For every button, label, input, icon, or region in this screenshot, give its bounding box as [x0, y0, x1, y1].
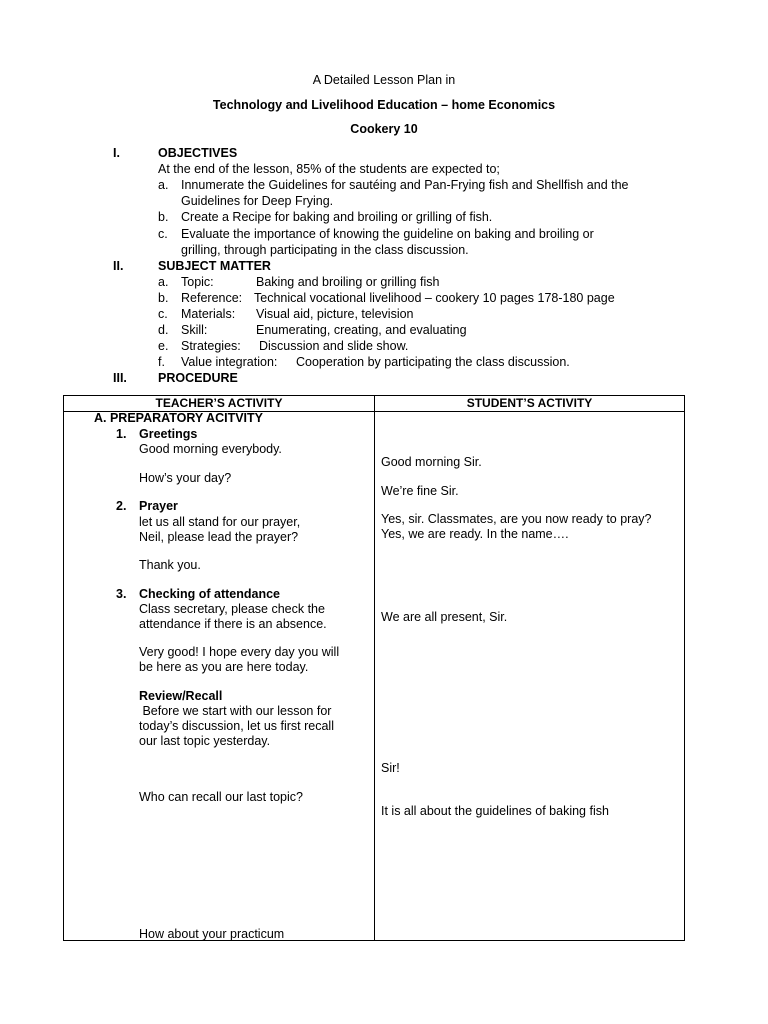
section-a-heading: A. PREPARATORY ACITVITY [94, 411, 264, 425]
student-recall-reply: It is all about the guidelines of baking fish [381, 804, 609, 818]
subject-c-value: Visual aid, picture, television [256, 307, 414, 321]
procedure-heading: PROCEDURE [158, 371, 238, 385]
objectives-intro: At the end of the lesson, 85% of the students are expected to; [158, 162, 500, 176]
subject-b-value: Technical vocational livelihood – cookery 10 pages 178-180 page [254, 291, 615, 305]
procedure-numeral: III. [113, 371, 127, 385]
attendance-number: 3. [116, 587, 127, 601]
teacher-line: Class secretary, please check the [139, 602, 325, 616]
subject-c-letter: c. [158, 307, 168, 321]
objective-c-letter: c. [158, 227, 168, 241]
teacher-line: Very good! I hope every day you will [139, 645, 340, 659]
objective-a-line2: Guidelines for Deep Frying. [181, 194, 334, 208]
student-prayer-reply-1: Yes, sir. Classmates, are you now ready to pray? [381, 512, 652, 526]
objective-b-line1: Create a Recipe for baking and broiling or grilling of fish. [181, 210, 493, 224]
subject-a-value: Baking and broiling or grilling fish [256, 275, 440, 289]
student-sir-reply: Sir! [381, 761, 400, 775]
teacher-line: Before we start with our lesson for [139, 704, 332, 718]
teacher-activity-header: TEACHER’S ACTIVITY [64, 396, 375, 412]
objective-b-letter: b. [158, 210, 169, 224]
teacher-line: be here as you are here today. [139, 660, 309, 674]
student-present-reply: We are all present, Sir. [381, 610, 508, 624]
subject-a-label: Topic: [181, 275, 214, 289]
objective-a-letter: a. [158, 178, 169, 192]
teacher-line: Neil, please lead the prayer? [139, 530, 299, 544]
subject-b-label: Reference: [181, 291, 243, 305]
objectives-heading: OBJECTIVES [158, 146, 238, 160]
teacher-practicum-question: How about your practicum [139, 927, 285, 941]
greetings-number: 1. [116, 427, 127, 441]
objective-a-line1: Innumerate the Guidelines for sautéing and Pan-Frying fish and Shellfish and the [181, 178, 629, 192]
doc-title-line3: Cookery 10 [350, 122, 418, 136]
student-activity-column [375, 412, 685, 941]
greetings-title: Greetings [139, 427, 198, 441]
subject-d-label: Skill: [181, 323, 208, 337]
teacher-recall-question: Who can recall our last topic? [139, 790, 303, 804]
attendance-title: Checking of attendance [139, 587, 280, 601]
student-prayer-reply-2: Yes, we are ready. In the name…. [381, 527, 569, 541]
teacher-activity-column [64, 412, 375, 941]
subject-e-label: Strategies: [181, 339, 241, 353]
teacher-line: Good morning everybody. [139, 442, 282, 456]
prayer-title: Prayer [139, 499, 178, 513]
prayer-number: 2. [116, 499, 127, 513]
teacher-line: today’s discussion, let us first recall [139, 719, 334, 733]
subject-d-letter: d. [158, 323, 169, 337]
objective-c-line1: Evaluate the importance of knowing the guideline on baking and broiling or [181, 227, 594, 241]
doc-title-line1: A Detailed Lesson Plan in [312, 73, 456, 87]
subject-f-letter: f. [158, 355, 165, 369]
student-activity-header: STUDENT’S ACTIVITY [375, 396, 685, 412]
subject-f-value: Cooperation by participating the class discussion. [296, 355, 570, 369]
subject-c-label: Materials: [181, 307, 236, 321]
subject-b-letter: b. [158, 291, 169, 305]
teacher-line: let us all stand for our prayer, [139, 515, 301, 529]
student-greet-reply: Good morning Sir. [381, 455, 482, 469]
teacher-line: How’s your day? [139, 471, 232, 485]
objective-c-line2: grilling, through participating in the class discussion. [181, 243, 469, 257]
teacher-line: our last topic yesterday. [139, 734, 271, 748]
subject-d-value: Enumerating, creating, and evaluating [256, 323, 467, 337]
subject-e-value: Discussion and slide show. [259, 339, 409, 353]
subject-e-letter: e. [158, 339, 169, 353]
subject-a-letter: a. [158, 275, 169, 289]
doc-title-line2: Technology and Livelihood Education – home Economics [212, 98, 556, 112]
activity-table [63, 395, 685, 941]
subject-f-label: Value integration: [181, 355, 278, 369]
review-title: Review/Recall [139, 689, 223, 703]
teacher-line: Thank you. [139, 558, 201, 572]
teacher-line: attendance if there is an absence. [139, 617, 327, 631]
subject-numeral: II. [113, 259, 124, 273]
student-fine-reply: We’re fine Sir. [381, 484, 459, 498]
subject-heading: SUBJECT MATTER [158, 259, 271, 273]
objectives-numeral: I. [113, 146, 120, 160]
